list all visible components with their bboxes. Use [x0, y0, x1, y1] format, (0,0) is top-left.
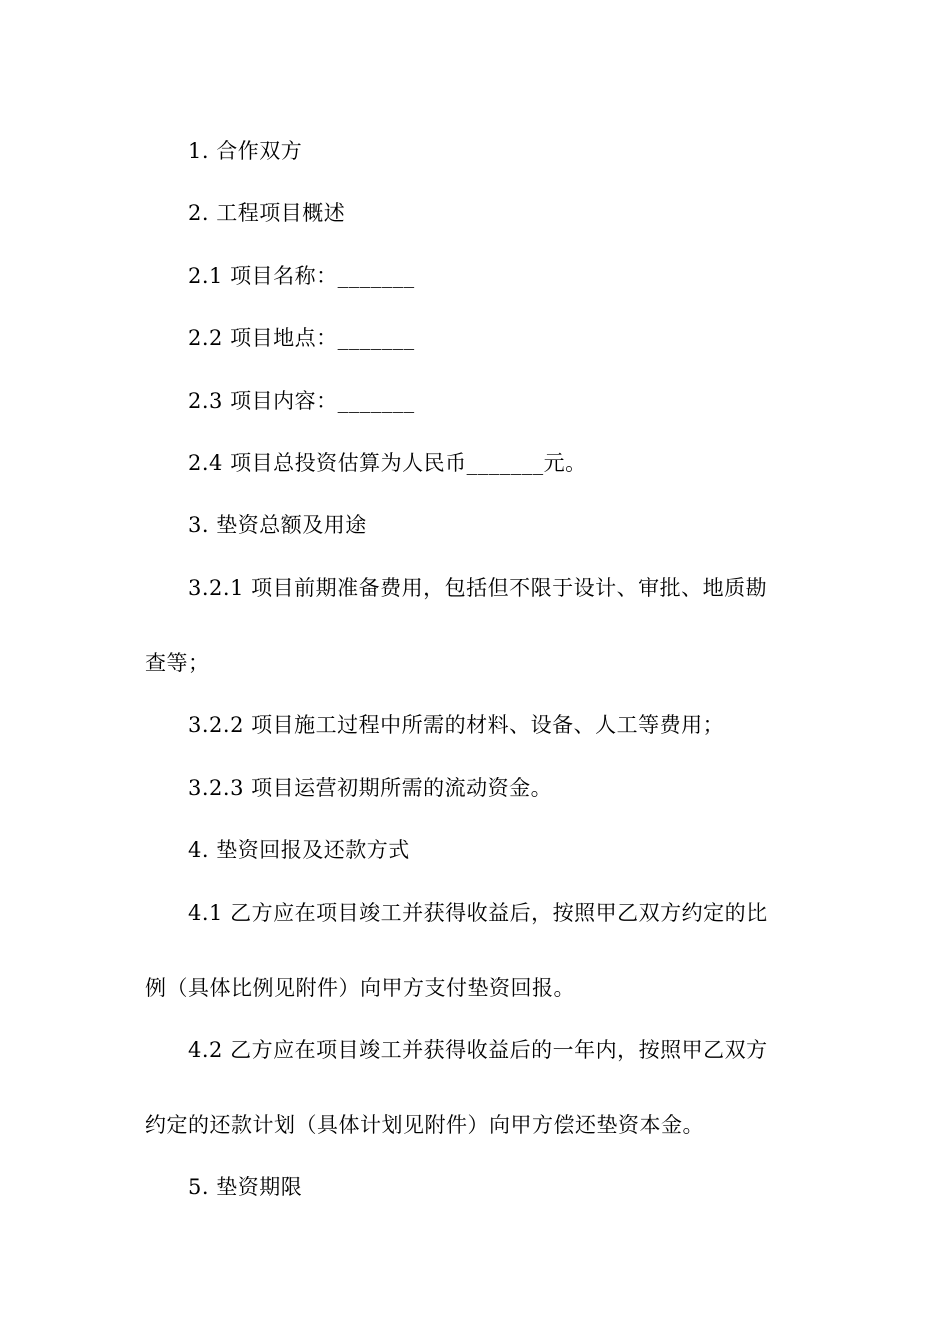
clause-return-cont: 例（具体比例见附件）向甲方支付垫资回报。 [145, 976, 575, 1000]
section-heading-parties: 1. 合作双方 [188, 139, 303, 163]
section-heading-project-overview: 2. 工程项目概述 [188, 201, 346, 225]
section-heading-advance-term: 5. 垫资期限 [188, 1175, 303, 1199]
clause-project-location: 2.2 项目地点：_______ [188, 326, 415, 350]
section-heading-advance-amount: 3. 垫资总额及用途 [188, 513, 367, 537]
clause-project-investment: 2.4 项目总投资估算为人民币_______元。 [188, 451, 587, 475]
clause-return: 4.1 乙方应在项目竣工并获得收益后，按照甲乙双方约定的比 [188, 901, 768, 925]
clause-repayment: 4.2 乙方应在项目竣工并获得收益后的一年内，按照甲乙双方 [188, 1038, 768, 1062]
clause-repayment-cont: 约定的还款计划（具体计划见附件）向甲方偿还垫资本金。 [145, 1113, 704, 1137]
clause-project-name: 2.1 项目名称：_______ [188, 264, 415, 288]
clause-working-capital: 3.2.3 项目运营初期所需的流动资金。 [188, 776, 553, 800]
clause-preliminary-costs-cont: 查等； [145, 651, 210, 675]
clause-preliminary-costs: 3.2.1 项目前期准备费用，包括但不限于设计、审批、地质勘 [188, 576, 768, 600]
section-heading-return-repayment: 4. 垫资回报及还款方式 [188, 838, 410, 862]
clause-construction-costs: 3.2.2 项目施工过程中所需的材料、设备、人工等费用； [188, 713, 725, 737]
clause-project-content: 2.3 项目内容：_______ [188, 389, 415, 413]
